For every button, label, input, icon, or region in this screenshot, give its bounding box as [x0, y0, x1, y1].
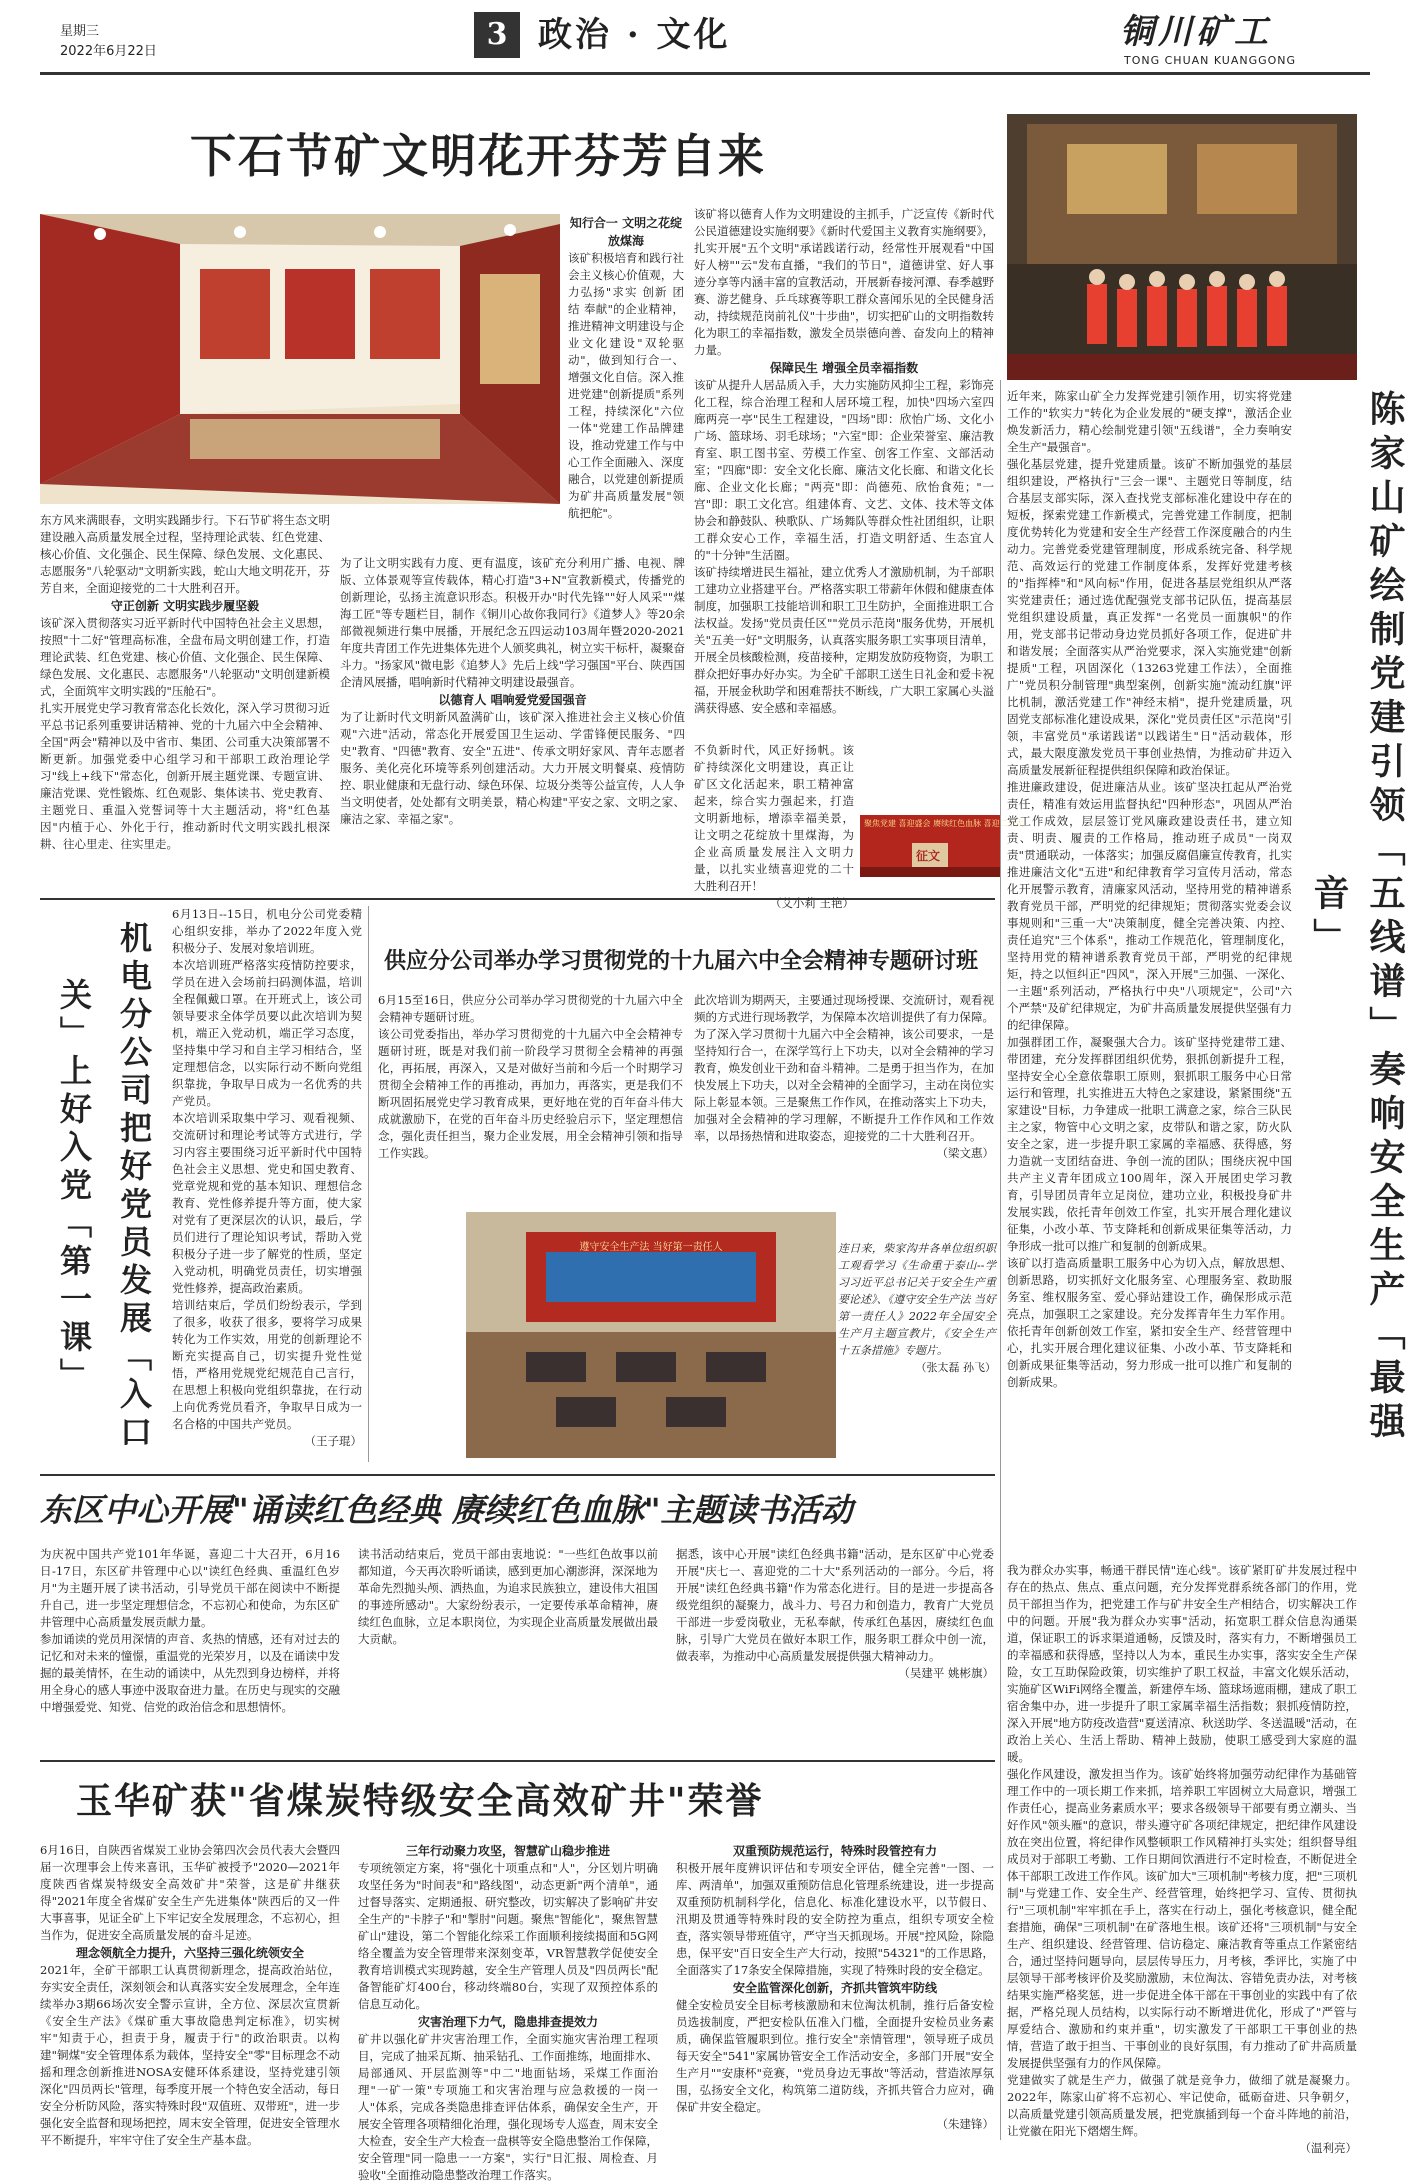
a4-text-col2 — [694, 992, 994, 1207]
banner-slogan: 聚焦党建 喜迎盛会 赓续红色血脉 喜迎二十大 — [864, 819, 1024, 828]
a3-p4: 培训结束后，学员们纷纷表示，学到了很多，收获了很多，要将学习成果转化为工作实效，用党的创新理论不断充实提高自己，切实提升党性觉悟，严格用党规党纪规范自己言行，在思想上积极向党组织靠拢，在行动上向优秀党员看齐，争取早日成为一名合格的中国共产党员。 — [172, 1298, 362, 1431]
a5-p4: 据悉，该中心开展"读红色经典书籍"活动，是东区矿中心党委开展"庆七一、喜迎党的二十大"系列活动的一部分。今后，将开展"读红色经典书籍"作为常态化进行。目的是进一步提高各级党组织的凝聚力，战斗力、号召力和创造力，教育广大党员干部进一步爱岗敬业，无私奉献，传承红色基因，赓续红色血脉，引导广大党员在做好本职工作，服务职工群众中创一流，做表率，为推动中心高质量发展提供强大精神动力。 — [676, 1547, 994, 1663]
a5-p1: 为庆祝中国共产党101年华诞，喜迎二十大召开，6月16日-17日，东区矿井管理中心以"读红色经典、重温红色岁月"为主题开展了读书活动，引导党员干部在阅读中不断提升自己，进一步坚定理想信念，不忘初心和使命，为东区矿井管理中心高质量发展贡献力量。 — [40, 1547, 340, 1629]
a1-byline: （艾小莉 王艳） — [769, 896, 854, 910]
a1-p4: 该矿积极培育和践行社会主义核心价值观，大力弘扬"求实 创新 团结 奉献"的企业精神，推进精神文明建设与企业文化建设"双轮驱动"，做到知行合一、增强文化自信。深入推进党建"创新提质"系列工程，持续深化"六位一体"党建工作品牌建设，推动党建工作与中心工作全面融入、深度融合，以党建创新提质为矿井高质量发展"领航把舵"。 — [568, 251, 684, 520]
a2-p7: 强化作风建设，激发担当作为。该矿始终将加强劳动纪律作为基础管理工作中的一项长期工作来抓，培养职工牢固树立大局意识，增强工作责任心，提高业务素质水平；要求各级领导干部要有勇立潮头、当好作风"领头雁"的意识，带头遵守矿各项纪律规定，把纪律作风建设放在突出位置，将纪律作风整顿职工作风精神打头实处；组织督导组成员对于部职工考勤、工作日期间饮酒进行不定时检查，不断促进全体干部职工改进工作作风。该矿加大"三项机制"考核力度，把"三项机制"与党建工作、安全生产、经营管理，始终把学习、宣传、贯彻执行"三项机制"牢牢抓在手上，落实在行动上，强化考核意识，健全配套措施，确保"三项机制"在矿落地生根。该矿还将"三项机制"与安全生产、组织建设、经营管理、信访稳定、廉洁教育等重点工作紧密结合，通过坚持问题导向，层层传导压力，月考核，季评比，实施了中层领导干部考核评价及奖励激励，末位淘汰、容错免责办法，对考核结果实施严格奖惩，进一步促进全体干部在干事创业的实践中有了依据，严格兑现人员结构，以实际行动不断增进优化，形成了"严管与厚爱结合、激励和约束并重"，切实激发了干部职工干事创业的热情，营造了敢于担当、干事创业的良好氛围，有力推动了矿井高质量发展提供坚强有力的作风保障。 — [1007, 1767, 1357, 2070]
a6-subhead-4: 双重预防规范运行，特殊时段管控有力 — [732, 1844, 937, 1858]
a4-p2: 该公司党委指出，举办学习贯彻党的十九届六中全会精神专题研讨班，既是对我们前一阶段学习贯彻全会精神的再强化，再拓展，再深入，又是对做好当前和今后一个时期学习贯彻全会精神工作的再推动，再加力，再落实，更是我们不断巩固拓展党史学习教育成果，更好地在党的百年奋斗伟大成就激励下，在党的百年奋斗历史经验启示下，坚定理想信念，强化责任担当，聚力企业发展，用全会精神引领和指导工作实践。 — [378, 1027, 683, 1160]
a3-p2: 本次培训班严格落实疫情防控要求，学员在进入会场前扫码测体温，培训全程佩戴口罩。在开班式上，该公司领导要求全体学员要以此次培训为契机，端正入党动机，端正学习态度，坚持集中学习和自主学习相结合，坚定理想信念，以实际行动不断向党组织靠拢，争取早日成为一名优秀的共产党员。 — [172, 958, 362, 1108]
a2-text-bottom — [1007, 1562, 1357, 2155]
a2-p4: 加强群团工作，凝聚强大合力。该矿坚持党建带工建、带团建，充分发挥群团组织优势，狠抓创新提升工程，坚持安全心全意依靠职工原则，狠抓职工服务中心日常运行和管理，扎实推进五大特色之家建设，紧紧围绕"五家建设"目标，力争建成一批职工满意之家，综合三队民主之家，物管中心文明之家，皮带队和谐之家，防火队安全之家，进一步提升职工家属的幸福感、获得感，努力造就一支团结奋进、争创一流的团队；围绕庆祝中国共产主义青年团成立100周年，深入开展团史学习教育，引导团员青年立足岗位，建功立业，积极投身矿井发展实践，依托青年创效工作室，扎实开展合理化建议征集，小改小革、节支降耗和创新成果征集等活动，力争形成一批可以推广和复制的创新成果。 — [1007, 1035, 1292, 1253]
a1-p10: 不负新时代，风正好扬帆。该矿持续深化文明建设，真正让矿区文化活起来，职工精神富起来，综合实力强起来，打造文明新地标，增添幸福美景，让文明之花绽放十里煤海，为企业高质量发展注入文明力量，以扎实业绩喜迎党的二十大胜利召开！ — [694, 743, 854, 893]
a2-p3: 推进廉政建设，促进廉洁从业。该矿坚决扛起从严治党责任，精准有效运用监督执纪"四种形态"，巩固从严治党工作成效，层层签订党风廉政建设责任书，建立知责、明责、履责的工作格局，推动班子成员"一岗双责"贯通联动，一体落实；加强反腐倡廉宣传教育，扎实推进廉洁文化"五进"和纪律教育学习宣传月活动，常态化开展警示教育，清廉家风活动，坚持用党的精神谱系教育党员干部，严明党的纪律规矩；贯彻落实党委会议事规则和"三重一大"决策制度，健全完善决策、内控、责任追究"三个体系"，推动工作规范化，管理制度化，坚持用党的精神谱系教育党员干部，严明党的纪律规矩，持之以恒纠正"四风"，深入开展"三加强、一深化、一主题"系列活动，严格执行中央"八项规定"，公司"六个严禁"及矿纪律规定，为矿井高质量发展提供坚强有力的纪律保障。 — [1007, 780, 1292, 1032]
masthead — [0, 0, 1379, 70]
a1-p3: 扎实开展党史学习教育常态化长效化，深入学习贯彻习近平总书记系列重要讲话精神、党的十九届六中全会精神、全国"两会"精神以及中省市、集团、公司重大决策部署不断更新。加强党委中心组学习和干部职工政治理论学习"线上+线下"常态化，创新开展主题党课、专题宣讲、廉洁党课、党性锻炼、红色观影、集体读书、党史教育、主题党日、重温入党誓词等十大主题活动，将"红色基因"内植于心、外化于行，推动新时代文明实践扎根深耕、往心里走、往实里走。 — [40, 701, 330, 851]
a1-text-col2 — [568, 214, 684, 554]
a4-title: 供应分公司举办学习贯彻党的十九届六中全会精神专题研讨班 — [384, 949, 979, 974]
paper-name: 铜川矿工 — [1120, 12, 1272, 52]
a1-title: 下石节矿文明花开芬芳自来 — [190, 129, 766, 183]
a6-text-col1 — [40, 1842, 340, 2147]
a6-p1: 6月16日，自陕西省煤炭工业协会第四次会员代表大会暨四届一次理事会上传来喜讯，玉华矿被授予"2020—2021年度陕西省煤炭特级安全高效矿井"荣誉，这是矿井继获得"2021年度全省煤矿安全生产先进集体"陕西后的又一件大事喜事，见证全矿上下牢记安全发展理念，不忘初心，担当作为，促进安全高质量发展的奋斗足迹。 — [40, 1843, 340, 1942]
a2-p8: 党建做实了就是生产力，做强了就是竞争力，做细了就是凝聚力。2022年，陈家山矿将不忘初心、牢记使命，砥砺奋进、只争朝夕，以高质量党建引领高质量发展，把党旗插到每一个奋斗阵地的前沿，让党徽在阳光下熠熠生辉。 — [1007, 2073, 1357, 2138]
a4-p3: 此次培训为期两天，主要通过现场授课、交流研讨，观看视频的方式进行现场教学，为保障本次培训提供了有力保障。为了深入学习贯彻十九届六中全会精神，该公司要求，一是坚持知行合一，在深学笃行上下功夫，以对全会精神的学习教育，焕发创业干劲和奋斗精神。二是勇于担当作为，在加快发展上下功夫，以对全会精神的全面学习，主动在岗位实际上彰显本领。三是聚焦工作作风，在推动落实上下功夫，加强对全会精神的学习理解，不断提升工作作风和工作效率，以昂扬热情和进取姿态，迎接党的二十大胜利召开。 — [694, 993, 994, 1143]
a4-text-col1 — [378, 992, 683, 1207]
a5-text-col3 — [676, 1546, 994, 1752]
a6-p6: 健全安检员安全目标考核激励和末位淘汰机制，推行后备安检员选拔制度，严把安检队伍准入门槛，全面提升安检员业务素质，确保监管履职到位。推行安全"亲情管理"，领导班子成员每天安全"541"家属协管安全工作活动安全，多部门开展"安全生产月""安康杯"竞赛，"党员身边无事故"等活动，营造浓厚氛围，弘扬安全文化，构筑第二道防线，齐抓共管合力应对，确保矿井安全稳定。 — [676, 1998, 994, 2114]
a3-title-text: 机电分公司把好党员发展「入口关」上好入党「第一课」 — [55, 921, 153, 1453]
a1-p7: 该矿将以德育人作为文明建设的主抓手，广泛宣传《新时代公民道德建设实施纲要》《新时代爱国主义教育实施纲要》，扎实开展"五个文明"承诺践诺行动，经常性开展观看"中国好人榜""云"发布直播，"我们的节日"，道德讲堂、好人事迹分享等内涵丰富的宣教活动，开展新春接河潭、春季越野赛、游艺健身、乒乓球赛等职工群众喜闻乐见的全民健身活动，持续规范岗前礼仪"十步曲"，切实把矿山的文明指数转化为职工的幸福指数，激发全员崇德向善、奋发向上的精神力量。 — [694, 207, 994, 357]
a1-p8: 该矿从提升人居品质入手，大力实施防风抑尘工程，彩饰亮化工程，综合治理工程和人居环境工程，加快"四场六室四廊两亮一亭"民生工程建设，"四场"即：欣怡广场、文化小广场、篮球场、羽毛球场；"六室"即：企业荣誉室、廉洁教育室、职工图书室、劳模工作室、创客工作室、文部活动室；"四廊"即：安全文化长廊、廉洁文化长廊、和谐文化长廊、企业文化长廊；"两亮"即：尚德苑、欣怡食苑；"一宫"即：职工文化宫。组建体育、文艺、文体、技术等文体协会和静鼓队、秧歌队、广场舞队等群众性社团组织，让职工群众安心工作，幸福生活，打造文明舒适、生态宜人的"十分钟"生活圈。 — [694, 378, 994, 562]
a2-p6: 我为群众办实事，畅通干群民情"连心线"。该矿紧盯矿井发展过程中存在的热点、焦点、重点问题，充分发挥党群系统各部门的作用，党员干部担当作为，把党建工作与矿井安全生产相结合，切实解决工作中的问题。开展"我为群众办实事"活动，拓宽职工群众信息沟通渠道，保证职工的诉求渠道通畅，反馈及时，落实有力，不断增强员工的幸福感和获得感，坚持以人为本，重民生办实事，落实安全生产保险，女工互助保险政策，切实维护了职工权益，丰富文化娱乐活动，实施矿区WiFi网络全覆盖，新建停车场、篮球场遮雨棚，建成了职工宿舍集中办，进一步提升了职工家属幸福生活指数；狠抓疫情防控，深入开展"地方防疫改造营"夏送清凉、秋送助学、冬送温暖"活动，在政治上关心、生活上帮助、精神上鼓励，使职工感受到大家庭的温暖。 — [1007, 1563, 1357, 1764]
a1-text-col1 — [40, 512, 330, 892]
a1-subhead-3: 以德育人 唱响爱党爱国强音 — [438, 693, 587, 707]
a6-subhead-1: 理念领航全力提升，六坚持三强化统领安全 — [75, 1946, 304, 1960]
a4-caption-text: 连日来，柴家沟井各单位组织职工观看学习《生命重于泰山--学习习近平总书记关于安全生产重要论述》、《遵守安全生产法 当好第一责任人》2022年全国安全生产月主题宣教片，《安全生产十五条措施》专题片。 — [838, 1242, 996, 1357]
page-number-text: 3 — [486, 17, 508, 52]
a3-text — [172, 906, 362, 1462]
a1-p2: 该矿深入贯彻落实习近平新时代中国特色社会主义思想，按照"十二好"管理高标准，全盘布局文明创建工作，打造理论武装、红色党建、核心价值、文化强企、民生保障、绿色发展、文化惠民、志愿服务"八轮驱动"文明创建新模式，全面筑牢文明实践的"压舱石"。 — [40, 616, 330, 698]
a3-title — [40, 912, 168, 1472]
exhibit-hall-image — [40, 214, 560, 504]
a5-text-col2 — [358, 1546, 658, 1752]
page-number — [474, 12, 520, 58]
a6-title: 玉华矿获"省煤炭特级安全高效矿井"荣誉 — [76, 1781, 764, 1822]
a5-byline: （吴建平 姚彬旗） — [898, 1666, 994, 1680]
a2-text-top — [1007, 388, 1292, 1558]
paper-name-en: TONG CHUAN KUANGGONG — [1124, 54, 1297, 67]
a4-photo — [466, 1212, 836, 1458]
a1-text-col1b — [340, 555, 685, 892]
a6-rule — [40, 1760, 995, 1762]
a2-p2: 强化基层党建，提升党建质量。该矿不断加强党的基层组织建设，严格执行"三会一课"、主题党日等制度，结合基层支部实际，深入查找党支部标准化建设中存在的短板，探索党建工作新模式，完善党建工作制度，把制度优势转化为党建和安全生产经营工作深度融合的内生动力。完善党委党建管理制度，形成系统完备、科学规范、高效运行的党建工作制度体系，发挥好党建考核的"指挥棒"和"风向标"作用，促进各基层党组织从严落实党建责任；通过选优配强党支部书记队伍，提高基层党组织建设质量，真正发挥"一名党员一面旗帜"的作用，党支部书记带动身边党员抓好各项工作，促进矿井和谐发展；全面落实从严治党要求，深入实施党建"创新提质"工程，巩固深化（13263党建工作法），全面推广"党员积分制管理"典型案例，创新实施"流动红旗"评比机制，激活党建工作"神经末梢"，提升党建质量，巩固党支部标准化建设成果，深化"党员责任区"示范岗"引领，丰富党员"承诺践诺"以践诺生"日"活动载体，形式，最大限度激发党员干事创业热情，为推动矿井迈入高质量发展新征程提供组织保障和政治保证。 — [1007, 457, 1292, 777]
weekday: 星期三 — [60, 24, 100, 39]
masthead-rule — [40, 72, 1370, 75]
a6-subhead-2: 三年行动聚力攻坚，智慧矿山稳步推进 — [405, 1844, 610, 1858]
a3-rule — [40, 898, 995, 900]
a4-byline: （梁文惠） — [936, 1146, 994, 1160]
a2-photo — [1007, 114, 1357, 380]
a4-p1: 6月15至16日，供应分公司举办学习贯彻党的十九届六中全会精神专题研讨班。 — [378, 993, 683, 1024]
a1-p5: 为了让文明实践有力度、更有温度，该矿充分利用广播、电视、牌版、立体景观等宣传载体，精心打造"3+N"宣教新模式，传播党的创新理论，弘扬主流意识形态。积极开办"时代先锋""好人风采""煤海工匠"等专题栏目，制作《铜川心故你我同行》《道梦人》等20余部微视频进行集中展播，开展纪念五四运动103周年暨2020-2021年度共青团工作先进集体先进个人颁奖典礼，树立实干标杆，凝聚奋斗力。"扬家风"微电影《追梦人》先后上线"学习强国"平台、陕西国企清风展播，唱响新时代精神文明建设最强音。 — [340, 556, 685, 689]
a6-p4: 矿井以强化矿井灾害治理工作，全面实施灾害治理工程项目，完成了抽采瓦斯、抽采钻孔、工作面推练，地面排水、局部通风、开层监测等"中二"地面钻场，采煤工作面治理"一矿一策"专项施工和灾害治理与应急救援的一岗一人"体系，完成各类隐患排查评估体系，确保安全生产，开展安全管理各项精细化治理，强化现场专人巡查，周末安全大检查，安全生产大检查一盘棋等安全隐患整治工作保障，安全管理"同一隐患一一方案"，实行"日汇报、周检查、月验收"全面推动隐患整改治理工作落实。 — [358, 2032, 658, 2182]
a4-caption — [838, 1240, 996, 1450]
a5-title: 东区中心开展"诵读红色经典 赓续红色血脉"主题读书活动 — [40, 1491, 853, 1529]
a4-caption-byline: （张太磊 孙飞） — [915, 1361, 996, 1374]
a1-p6: 为了让新时代文明新风盈满矿山，该矿深入推进社会主义核心价值观"六进"活动，常态化开展爱国卫生运动、学雷锋便民服务、"四史"教育、"四德"教育、安全"五进"、传承文明好家风、青年志愿者服务、美化亮化环境等系列创建活动。大力开展文明餐桌、疫情防控、职业健康和无盘行动、绿色环保、垃圾分类等公益宣传，人人争当文明使者，处处都有文明美景，精心构建"平安之家、文明之家、廉洁之家、幸福之家"。 — [340, 710, 685, 826]
a1-p1: 东方风来满眼春，文明实践踊步行。下石节矿将生态文明建设融入高质量发展全过程，坚持理论武装、红色党建、核心价值、文化强企、民生保障、绿色发展、文化惠民、志愿服务"八轮驱动"文明新实践，蛇山大地文明花开，芬芳自来，全面迎接党的二十大胜利召开。 — [40, 513, 330, 595]
a6-text-col2 — [358, 1842, 658, 2182]
a1-subhead-1: 守正创新 文明实践步履坚毅 — [110, 599, 260, 613]
a2-title-text: 陈家山矿绘制党建引领「五线谱」奏响安全生产「最强音」 — [1308, 390, 1405, 1446]
section-title: 政治 · 文化 — [538, 15, 731, 55]
a2-p1: 近年来，陈家山矿全力发挥党建引领作用，切实将党建工作的"软实力"转化为企业发展的"硬支撑"，激活企业焕发新活力，精心绘制党建引领"五线谱"，全力奏响安全生产"最强音"。 — [1007, 389, 1292, 454]
a5-p3: 读书活动结束后，党员干部由衷地说："一些红色故事以前都知道，今天再次聆听诵读，感到更加心潮澎湃，深深地为革命先烈抛头颅、洒热血，为追求民族独立，建设伟大祖国的事迹所感动"。大家纷纷表示，一定要传承革命精神，赓续红色血脉，立足本职岗位，为实现企业高质量发展做出最大贡献。 — [358, 1547, 658, 1646]
a1-subhead-2: 知行合一 文明之花绽放煤海 — [569, 216, 683, 248]
a2-title — [1300, 388, 1405, 1448]
a6-subhead-3: 灾害治理下力气，隐患排查提效力 — [417, 2015, 598, 2029]
a1-photo — [40, 214, 560, 504]
a3-p3: 本次培训采取集中学习、观看视频、交流研讨和理论考试等方式进行，学习内容主要围绕习近平新时代中国特色社会主义思想、党史和国史教育、党章党规和党的基本知识、理想信念教育、党性修养提升等方面，使大家对党有了更深层次的认识，最后，学员们进行了理论知识考试，帮助入党积极分子进一步了解党的性质，坚定入党动机，明确党员责任，切实增强党性修养，提高政治素质。 — [172, 1111, 362, 1295]
a5-text-col1 — [40, 1546, 340, 1752]
photo-banner-text: 遵守安全生产法 当好第一责任人 — [579, 1242, 723, 1253]
banner-board: 征文 — [916, 849, 941, 863]
a6-p3: 专项统领定方案，将"强化十项重点和"人"，分区划片明确攻坚任务为"时间表"和"路线图"，动态更新"两个清单"，通过督导落实、定期通报、研究整改，切实解决了影响矿井安全生产的"卡脖子"和"掣肘"问题。聚焦"智能化"，聚焦智慧矿山"建设，第二个智能化综采工作面顺利接续揭面和5G网络全覆盖为安全管理带来深刻变革，VR智慧教学促使安全教育培训模式实现跨越，安全生产管理人员及"四员两长"配备智能矿灯400台，移动终端80台，实现了双预控体系的信息互动化。 — [358, 1861, 658, 2011]
right-column-divider — [1000, 380, 1001, 2140]
a2-byline: （温利亮） — [1299, 2141, 1357, 2155]
a6-text-col3 — [676, 1842, 994, 2142]
a3-byline: （王子琨） — [304, 1434, 362, 1448]
a2-p5: 该矿以打造高质量职工服务中心为切入点，解放思想、创新思路，切实抓好文化服务室、心理服务室、救助服务室、维权服务室、爱心驿站建设工作，确保形成示范亮点，加强职工之家建设。充分发挥青年生力军作用。依托青年创新创效工作室，紧扣安全生产、经营管理中心，扎实开展合理化建议征集、小改小革、节支降耗和创新成果征集等活动，努力形成一批可以推广和复制的创新成果。 — [1007, 1256, 1292, 1389]
a1-banner-photo — [860, 815, 1024, 877]
a1-subhead-4: 保障民生 增强全员幸福指数 — [769, 361, 919, 375]
a3-p1: 6月13日--15日，机电分公司党委精心组织安排，举办了2022年度入党积极分子、发展对象培训班。 — [172, 907, 362, 955]
a6-byline: （朱建锋） — [936, 2117, 994, 2131]
a3-divider — [368, 906, 369, 1462]
a6-p2: 2021年，全矿干部职工认真贯彻新理念，提高政治站位，夯实安全责任，深刻领会和认真落实安全发展理念，全年连续举办3期66场次安全警示宣讲，全方位、深层次宣贯新《安全生产法》《煤矿重大事故隐患判定标准》，切实树牢"知责于心，担责于身，履责于行"的政治职责。以构建"铜煤"安全管理体系为载体，坚持安全"零"目标理念不动摇和理念创新推进NOSA安健环体系建设，坚持党建引领深化"四员两长"管理，每季度开展一个特色安全活动，每日安全分析防风险，落实特殊时段"双值班、双带班"，进一步强化安全监督和现场把控，周末安全管理，促进安全管理水平不断提升，牢牢守住了安全生产基本盘。 — [40, 1963, 340, 2147]
a6-p5: 积极开展年度辨识评估和专项安全评估，健全完善"一图、一库、两清单"，加强双重预防信息化管理系统建设，进一步提高双重预防机制科学化，信息化、标准化建设水平，以节假日、汛期及贯通等特殊时段的安全防控为重点，组织专项安全检查，落实领导带班值守，严守当天抓现场。开展"控风险，除隐患，保平安"百日安全生产大行动，按照"54321"的工作思路，全面落实了17条安全保障措施，实现了特殊时段的安全稳定。 — [676, 1861, 994, 1977]
a6-subhead-5: 安全监管深化创新，齐抓共管筑牢防线 — [732, 1981, 937, 1995]
a1-p9: 该矿持续增进民生福祉，建立优秀人才激励机制，为千部职工建功立业搭建平台。严格落实职工带薪年休假和健康查体制度，加强职工技能培训和职工卫生防护，全面推进职工合法权益。发扬"党员责任区""党员示范岗"服务优势，开展机关"五美一好"文明服务，认真落实服务职工实事项目清单，开展全员核酸检测，疫苗接种，定期发放防疫物资，为职工群众把好事办好办实。为全矿千部职工送生日礼金和爱卡祝福，开展金秋助学和困难帮扶不断线，广大职工家属心头溢满获得感、安全感和幸福感。 — [694, 565, 994, 715]
issue-date: 2022年6月22日 — [60, 44, 157, 59]
a5-rule — [40, 1474, 995, 1476]
a5-p2: 参加诵读的党员用深情的声音、炙热的情感，还有对过去的记忆和对未来的憧憬，重温党的光荣岁月，以及在诵读中发掘的最美情怀，在生动的诵读中，从先烈到身边榜样，并将用全身心的感人事迹中汲取奋进力量。在历史与现实的交融中增强爱党、知党、信党的政治信念和思想情怀。 — [40, 1632, 340, 1714]
party-oath-image — [1007, 114, 1357, 380]
a1-text-col3b — [694, 742, 854, 910]
